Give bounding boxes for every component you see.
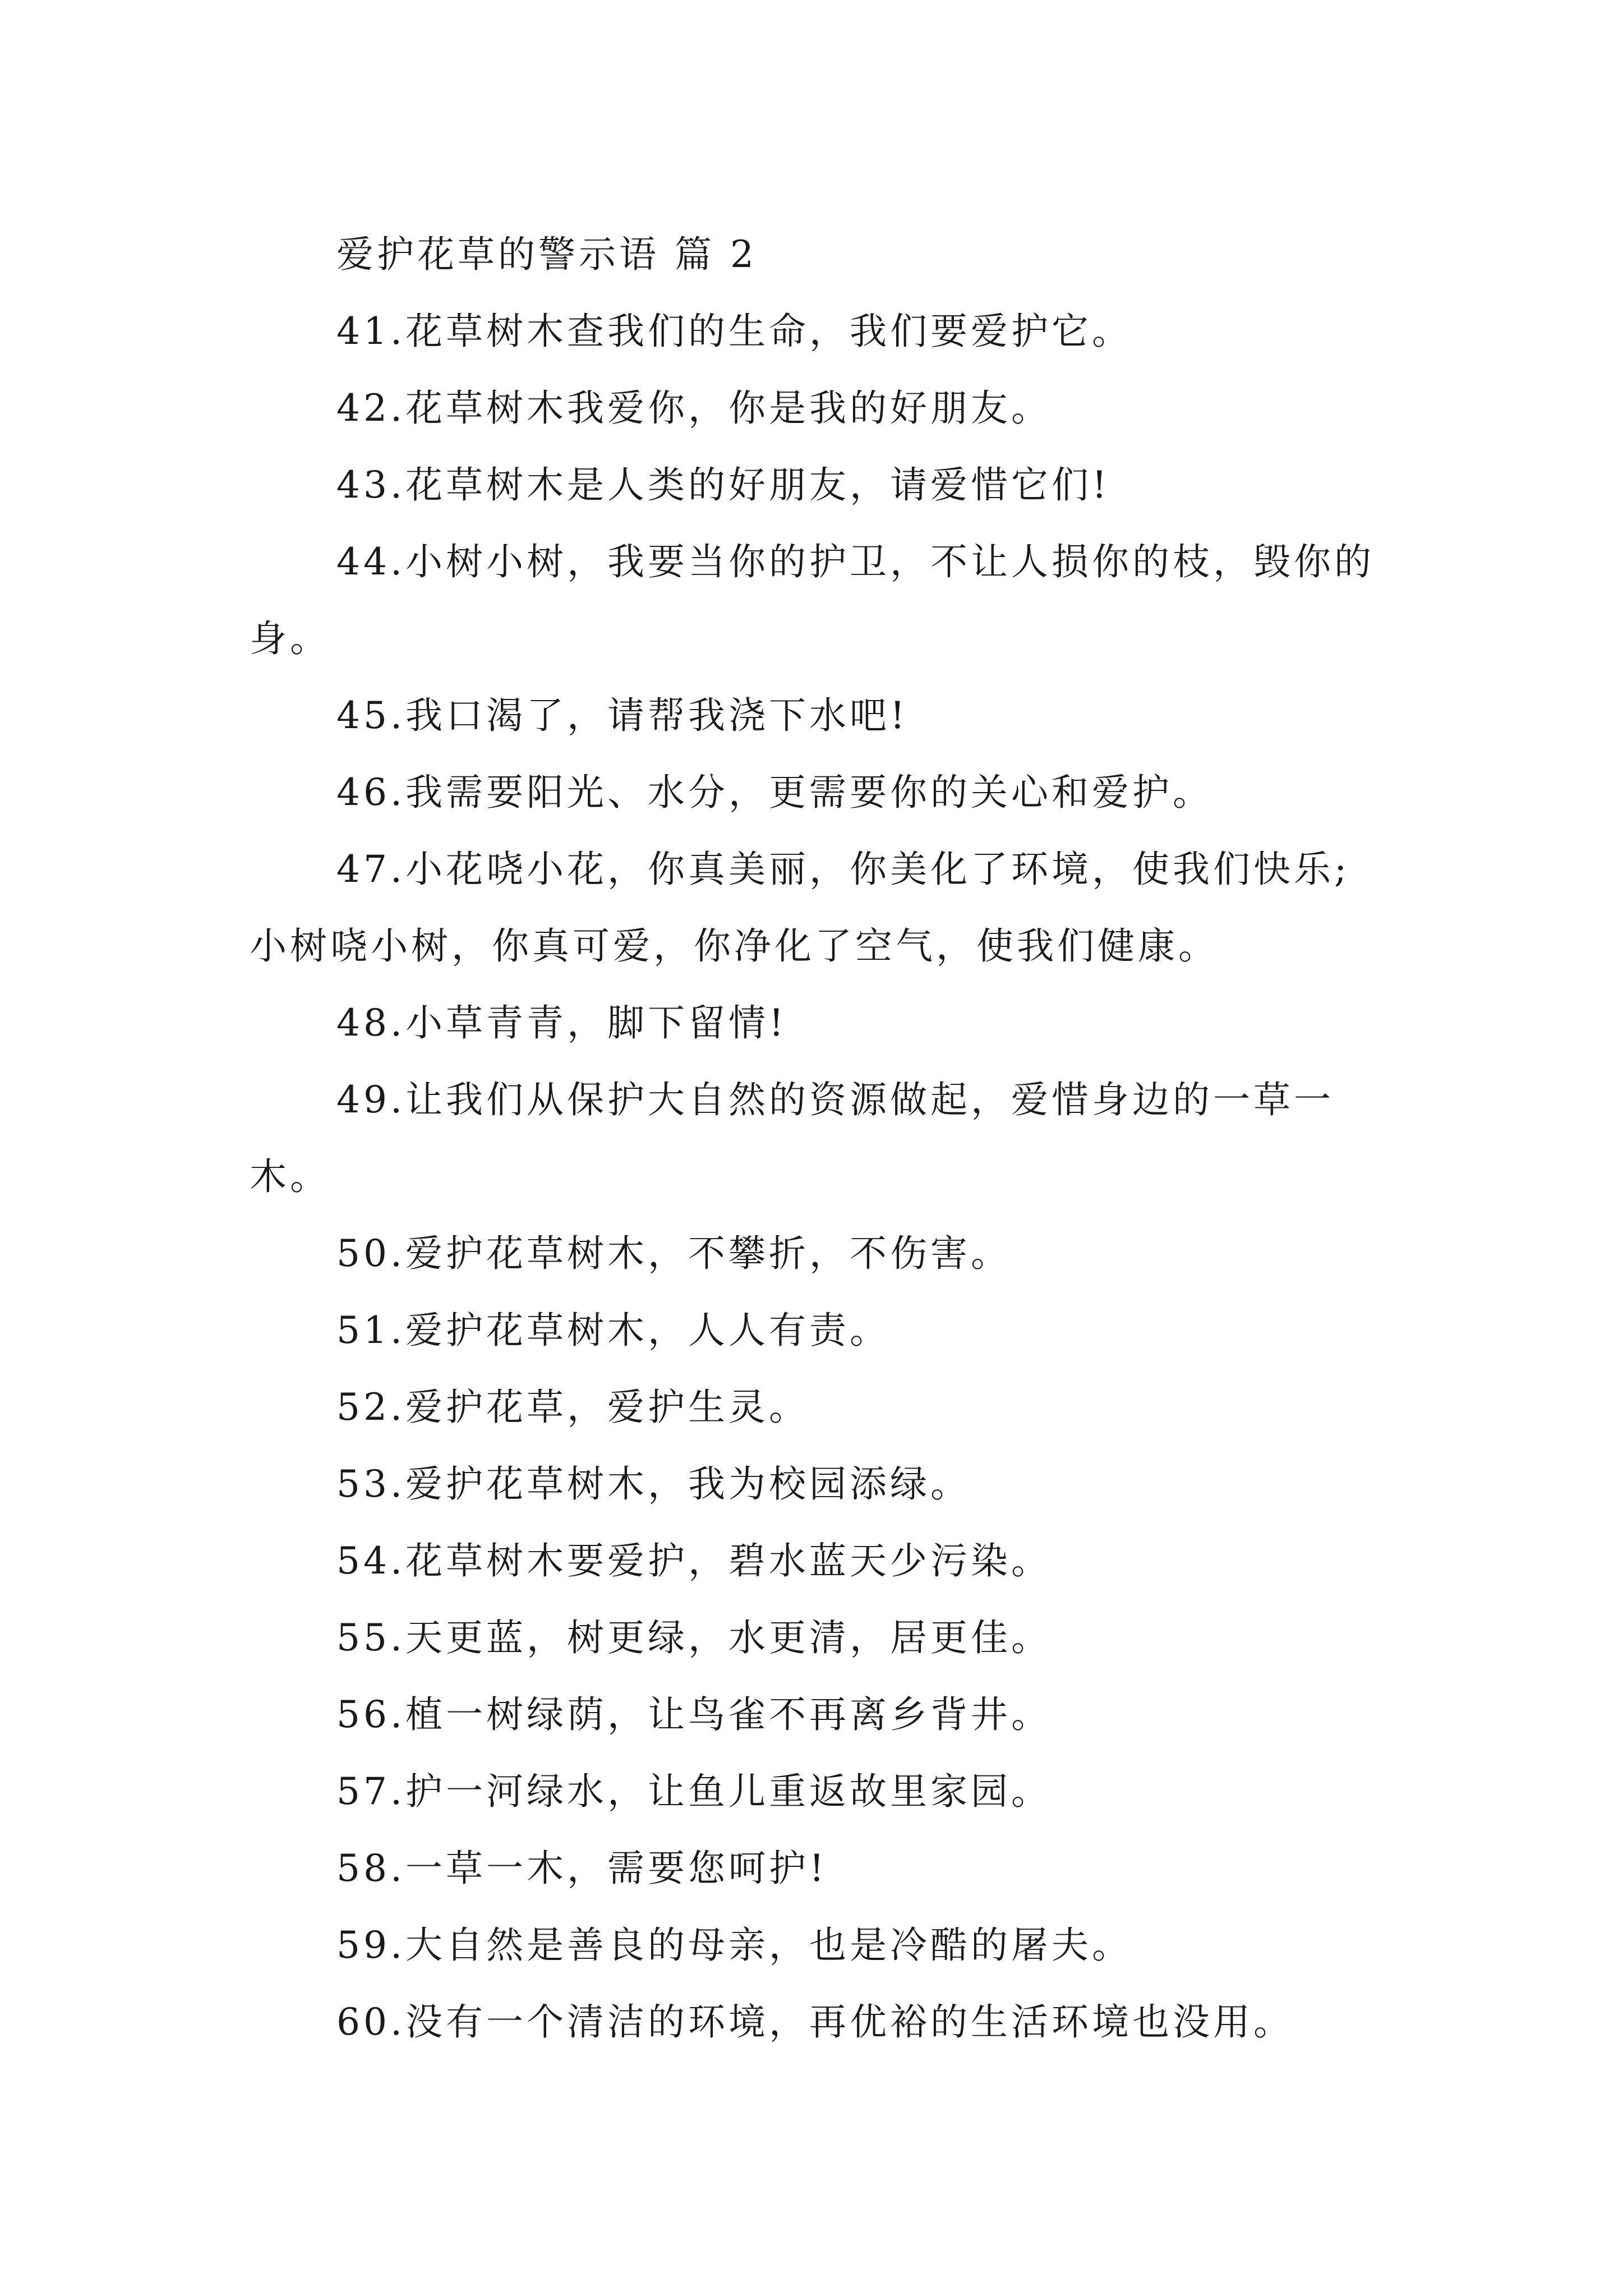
- slogan-60: 60.没有一个清洁的环境，再优裕的生活环境也没用。: [336, 2000, 1294, 2044]
- slogan-55: 55.天更蓝，树更绿，水更清，居更佳。: [336, 1616, 1052, 1659]
- slogan-53: 53.爱护花草树木，我为校园添绿。: [336, 1462, 971, 1506]
- slogan-49: 49.让我们从保护大自然的资源做起，爱惜身边的一草一木。: [250, 1078, 1334, 1198]
- slogan-54: 54.花草树木要爱护，碧水蓝天少污染。: [336, 1539, 1052, 1582]
- slogan-46: 46.我需要阳光、水分，更需要你的关心和爱护。: [336, 771, 1213, 814]
- slogan-52: 52.爱护花草，爱护生灵。: [336, 1386, 809, 1429]
- section-heading: 爱护花草的警示语 篇 2: [336, 233, 757, 276]
- slogan-51: 51.爱护花草树木，人人有责。: [336, 1309, 890, 1352]
- slogan-57: 57.护一河绿水，让鱼儿重返故里家园。: [336, 1770, 1052, 1813]
- slogan-48: 48.小草青青，脚下留情!: [336, 1001, 787, 1045]
- slogan-42: 42.花草树木我爱你，你是我的好朋友。: [336, 386, 1052, 430]
- slogan-56: 56.植一树绿荫，让鸟雀不再离乡背井。: [336, 1693, 1052, 1736]
- slogan-59: 59.大自然是善良的母亲，也是冷酷的屠夫。: [336, 1924, 1132, 1967]
- slogan-44: 44.小树小树，我要当你的护卫，不让人损你的枝，毁你的身。: [250, 540, 1375, 660]
- slogan-45: 45.我口渴了，请帮我浇下水吧!: [336, 694, 909, 737]
- slogan-58: 58.一草一木，需要您呵护!: [336, 1847, 828, 1890]
- slogan-50: 50.爱护花草树木，不攀折，不伤害。: [336, 1232, 1011, 1275]
- document-body: [250, 216, 1388, 2060]
- slogan-47: 47.小花哓小花，你真美丽，你美化了环境，使我们快乐;小树哓小树，你真可爱，你净化了空气，使我们健康。: [250, 848, 1350, 968]
- slogan-43: 43.花草树木是人类的好朋友，请爱惜它们!: [336, 463, 1110, 507]
- slogan-41: 41.花草树木查我们的生命，我们要爱护它。: [336, 310, 1132, 353]
